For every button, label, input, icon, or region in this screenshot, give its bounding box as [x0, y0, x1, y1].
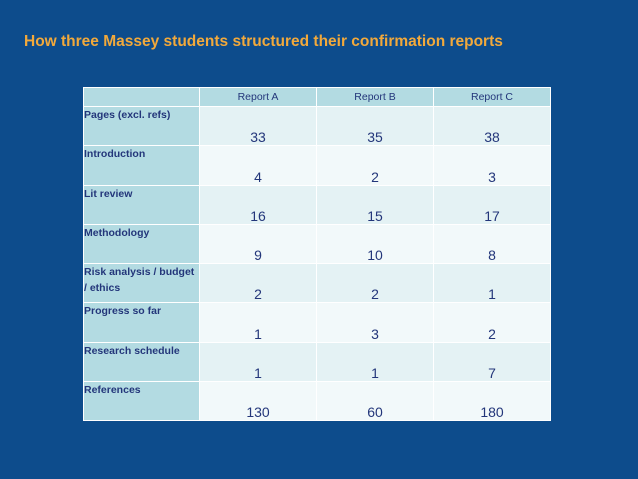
row-label: Research schedule: [84, 342, 200, 381]
header-report-b: Report B: [317, 88, 434, 107]
cell-value: 10: [317, 224, 434, 263]
cell-value: 38: [434, 107, 551, 146]
table-row: [84, 382, 551, 421]
cell-value: 130: [200, 382, 317, 421]
row-label: Lit review: [84, 185, 200, 224]
header-report-c: Report C: [434, 88, 551, 107]
table-row: [84, 303, 551, 342]
cell-value: 17: [434, 185, 551, 224]
header-corner-cell: [84, 88, 200, 107]
cell-value: 3: [434, 146, 551, 185]
cell-value: 2: [317, 146, 434, 185]
cell-value: 1: [317, 342, 434, 381]
row-label: References: [84, 382, 200, 421]
cell-value: 1: [434, 264, 551, 303]
cell-value: 3: [317, 303, 434, 342]
cell-value: 15: [317, 185, 434, 224]
cell-value: 4: [200, 146, 317, 185]
cell-value: 7: [434, 342, 551, 381]
cell-value: 1: [200, 303, 317, 342]
header-report-a: Report A: [200, 88, 317, 107]
row-label: Methodology: [84, 224, 200, 263]
table-row: [84, 224, 551, 263]
cell-value: 35: [317, 107, 434, 146]
row-label: Introduction: [84, 146, 200, 185]
row-label: Progress so far: [84, 303, 200, 342]
cell-value: 8: [434, 224, 551, 263]
cell-value: 9: [200, 224, 317, 263]
cell-value: 2: [434, 303, 551, 342]
cell-value: 2: [200, 264, 317, 303]
cell-value: 2: [317, 264, 434, 303]
cell-value: 1: [200, 342, 317, 381]
table-row: [84, 185, 551, 224]
table-row: [84, 107, 551, 146]
table-row: [84, 146, 551, 185]
table-header-row: [84, 88, 551, 107]
report-structure-table: [83, 87, 551, 421]
row-label: Risk analysis / budget / ethics: [84, 264, 200, 303]
cell-value: 16: [200, 185, 317, 224]
row-label: Pages (excl. refs): [84, 107, 200, 146]
table-row: [84, 342, 551, 381]
cell-value: 180: [434, 382, 551, 421]
cell-value: 60: [317, 382, 434, 421]
slide-title: How three Massey students structured their confirmation reports: [24, 33, 503, 50]
table-row: [84, 264, 551, 303]
cell-value: 33: [200, 107, 317, 146]
